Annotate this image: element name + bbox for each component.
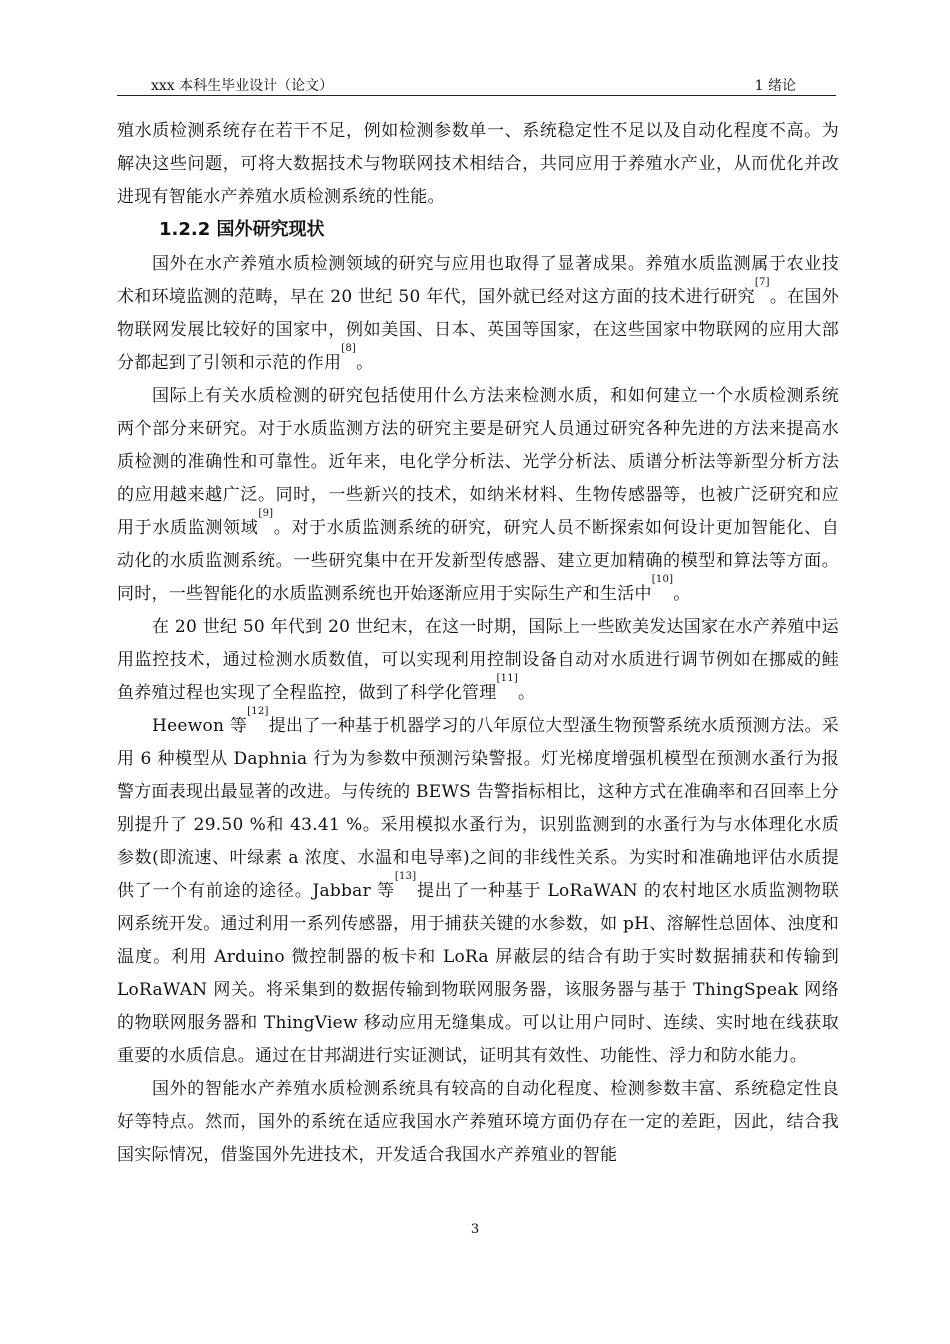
citation-ref: [11]	[496, 673, 519, 684]
text-run: 国际上有关水质检测的研究包括使用什么方法来检测水质，和如何建立一个水质检测系统两个部分来研究。对于水质监测方法的研究主要是研究人员通过研究各种先进的方法来提高水质检测的准确性和可靠性。近年来，电化学分析法、光学分析法、质谱分析法等新型分析方法的应用越来越广泛。同时，一些新兴的技术，如纳米材料、生物传感器等，也被广泛研究和应用于水质监测领域	[117, 386, 839, 538]
paragraph	[117, 611, 839, 710]
text-run: 。	[673, 584, 691, 604]
paragraph	[117, 248, 839, 380]
text-run: 殖水质检测系统存在若干不足，例如检测参数单一、系统稳定性不足以及自动化程度不高。为解决这些问题，可将大数据技术与物联网技术相结合，共同应用于养殖水产业，从而优化并改进现有智能水产养殖水质检测系统的性能。	[117, 121, 839, 207]
citation-ref: [10]	[651, 574, 674, 585]
citation-ref: [7]	[754, 277, 770, 288]
text-run: 提出了一种基于 LoRaWAN 的农村地区水质监测物联网系统开发。通过利用一系列传感器，用于捕获关键的水参数，如 pH、溶解性总固体、浊度和温度。利用 Arduino 微控制器的板卡和 LoRa 屏蔽层的结合有助于实时数据捕获和传输到 LoRaWAN 网关。将采集到的数据传输到物联网服务器，该服务器与基于 ThingSpeak 网络的物联网服务器和 ThingView 移动应用无缝集成。可以让用户同时、连续、实时地在线获取重要的水质信息。通过在甘邦湖进行实证测试，证明其有效性、功能性、浮力和防水能力。	[117, 881, 839, 1066]
text-run: 在 20 世纪 50 年代到 20 世纪末，在这一时期，国际上一些欧美发达国家在水产养殖中运用监控技术，通过检测水质数值，可以实现利用控制设备自动对水质进行调节例如在挪威的鲑鱼养殖过程也实现了全程监控，做到了科学化管理	[117, 617, 839, 703]
text-run: 提出了一种基于机器学习的八年原位大型溞生物预警系统水质预测方法。采用 6 种模型从 Daphnia 行为为参数中预测污染警报。灯光梯度增强机模型在预测水蚤行为报警方面表现出最显著的改进。与传统的 BEWS 告警指标相比，这种方式在准确率和召回率上分别提升了 29.50 %和 43.41 %。采用模拟水蚤行为，识别监测到的水蚤行为与水体理化水质参数(即流速、叶绿素 a 浓度、水温和电导率)之间的非线性关系。为实时和准确地评估水质提供了一个有前途的途径。Jabbar 等	[117, 716, 839, 901]
paragraph	[117, 706, 839, 1073]
paragraph	[117, 1073, 839, 1172]
header-title: xxx 本科生毕业设计（论文）	[151, 78, 334, 94]
text-run: 国外在水产养殖水质检测领域的研究与应用也取得了显著成果。养殖水质监测属于农业技术和环境监测的范畴，早在 20 世纪 50 年代，国外就已经对这方面的技术进行研究	[117, 254, 839, 307]
text-run: 。	[518, 683, 536, 703]
citation-ref: [12]	[247, 706, 269, 717]
section-heading: 1.2.2 国外研究现状	[159, 219, 325, 240]
text-run: 。对于水质监测系统的研究，研究人员不断探索如何设计更加智能化、自动化的水质监测系统。一些研究集中在开发新型传感器、建立更加精确的模型和算法等方面。同时，一些智能化的水质监测系统也开始逐渐应用于实际生产和生活中	[117, 518, 840, 604]
running-header	[117, 73, 836, 96]
text-run: 。	[356, 353, 374, 373]
citation-ref: [8]	[341, 343, 357, 354]
text-run: 国外的智能水产养殖水质检测系统具有较高的自动化程度、检测参数丰富、系统稳定性良好等特点。然而，国外的系统在适应我国水产养殖环境方面仍存在一定的差距，因此，结合我国实际情况，借鉴国外先进技术，开发适合我国水产养殖业的智能	[117, 1079, 839, 1165]
citation-ref: [13]	[394, 871, 417, 882]
paragraph	[117, 380, 839, 611]
header-chapter: 1 绪论	[754, 78, 796, 94]
text-run: Heewon 等	[152, 716, 248, 736]
page-number: 3	[470, 1222, 480, 1237]
citation-ref: [9]	[258, 508, 274, 519]
page-body	[117, 115, 839, 1172]
text-run: 。在国外物联网发展比较好的国家中，例如美国、日本、英国等国家，在这些国家中物联网的应用大部分都起到了引领和示范的作用	[117, 287, 840, 373]
paragraph	[117, 115, 839, 214]
